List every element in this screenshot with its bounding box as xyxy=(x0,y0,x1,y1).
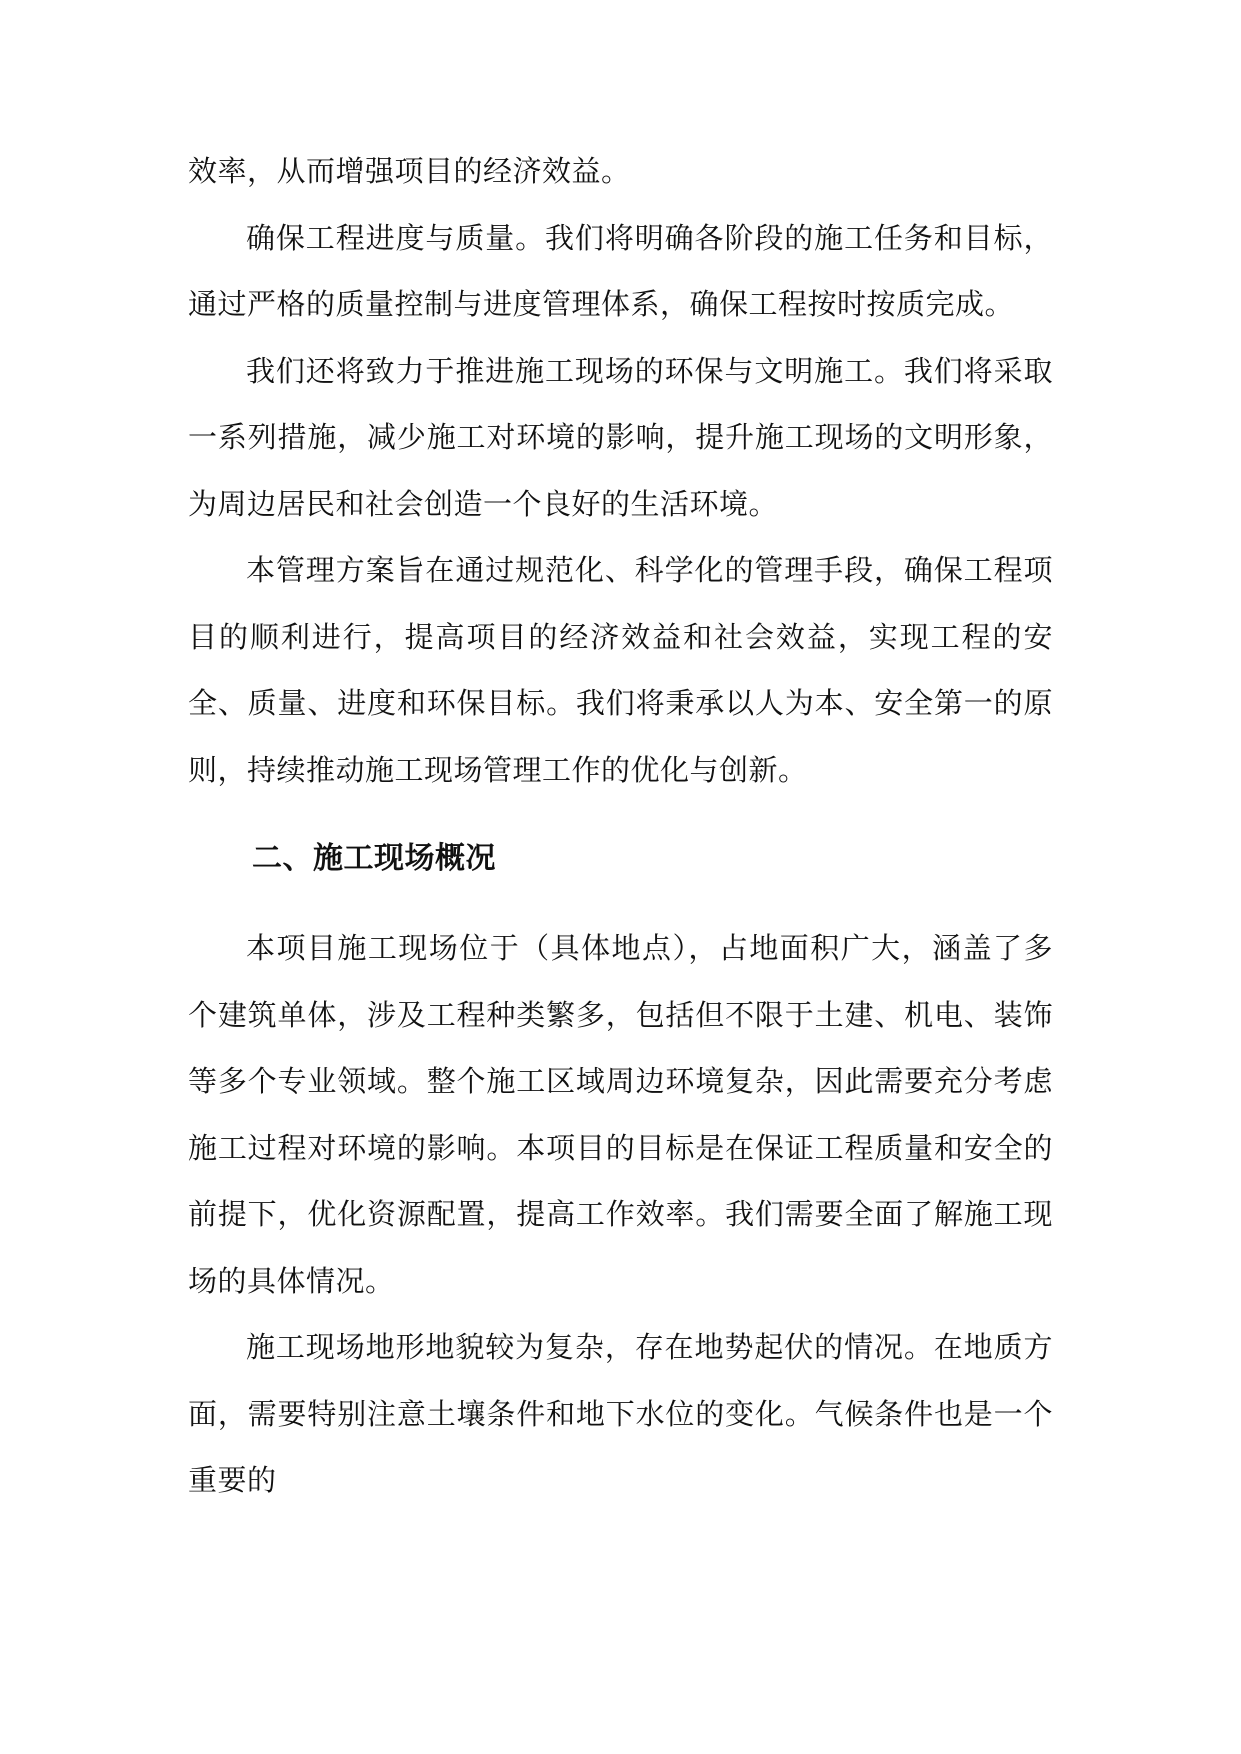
paragraph-site-overview: 本项目施工现场位于（具体地点），占地面积广大，涵盖了多个建筑单体，涉及工程种类繁多，包括但不限于土建、机电、装饰等多个专业领域。整个施工区域周边环境复杂，因此需要充分考虑施工过程对环境的影响。本项目的目标是在保证工程质量和安全的前提下，优化资源配置，提高工作效率。我们需要全面了解施工现场的具体情况。 xyxy=(188,931,1053,1298)
paragraph-progress-quality: 确保工程进度与质量。我们将明确各阶段的施工任务和目标，通过严格的质量控制与进度管理体系，确保工程按时按质完成。 xyxy=(188,220,1053,321)
paragraph-terrain: 施工现场地形地貌较为复杂，存在地势起伏的情况。在地质方面，需要特别注意土壤条件和地下水位的变化。气候条件也是一个重要的 xyxy=(188,1330,1053,1497)
document-body xyxy=(188,138,1053,1514)
section-heading: 二、施工现场概况 xyxy=(252,841,496,876)
paragraph-environmental: 我们还将致力于推进施工现场的环保与文明施工。我们将采取一系列措施，减少施工对环境的影响，提升施工现场的文明形象，为周边居民和社会创造一个良好的生活环境。 xyxy=(188,353,1053,521)
paragraph-continuation: 效率，从而增强项目的经济效益。 xyxy=(188,154,631,188)
paragraph-management-goal: 本管理方案旨在通过规范化、科学化的管理手段，确保工程项目的顺利进行，提高项目的经济效益和社会效益，实现工程的安全、质量、进度和环保目标。我们将秉承以人为本、安全第一的原则，持续推动施工现场管理工作的优化与创新。 xyxy=(188,553,1053,787)
